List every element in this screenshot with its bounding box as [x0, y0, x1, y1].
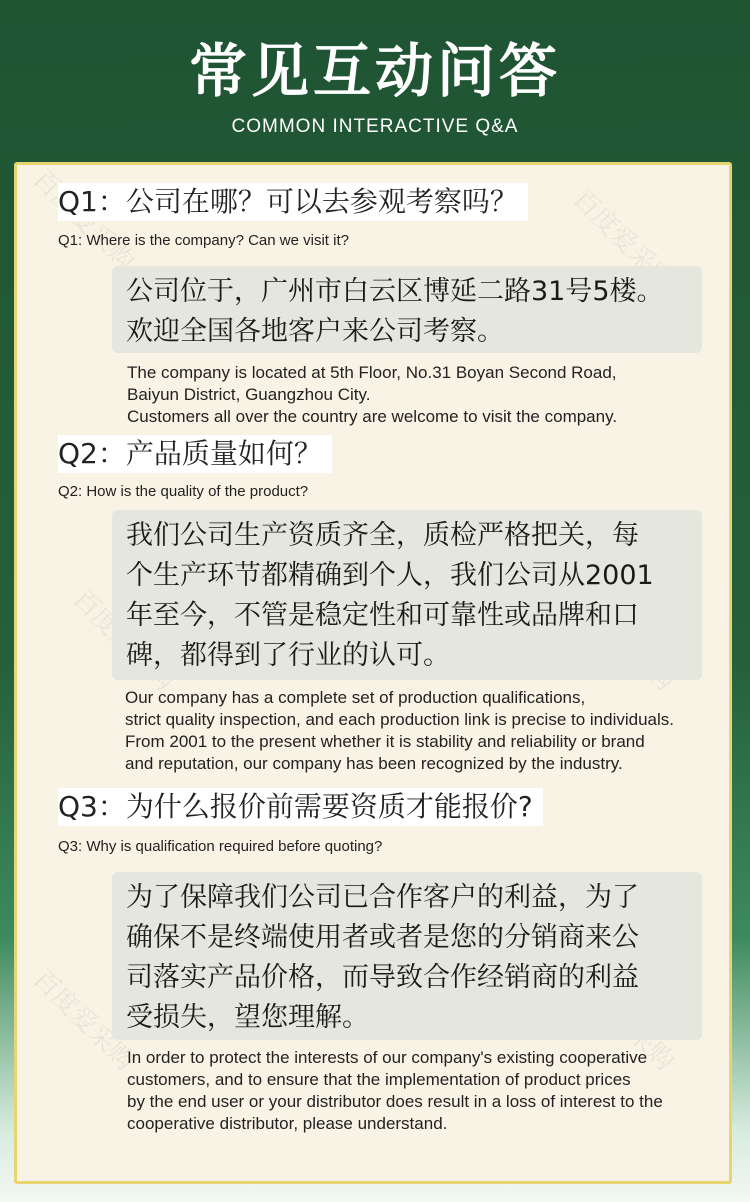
- answer-en-line: strict quality inspection, and each production link is precise to individuals.: [125, 710, 675, 729]
- answer-1: [112, 266, 702, 353]
- page-subtitle: COMMON INTERACTIVE Q&A: [231, 116, 519, 137]
- answer-2: [112, 510, 702, 680]
- question-2: [58, 435, 332, 473]
- question-3-en: Q3: Why is qualification required before quoting?: [58, 838, 383, 855]
- question-2-en: Q2: How is the quality of the product?: [58, 483, 309, 500]
- answer-en-line: Baiyun District, Guangzhou City.: [127, 385, 371, 404]
- answer-line: 司落实产品价格，而导致合作经销商的利益: [126, 962, 639, 993]
- page-title: 常见互动问答: [188, 37, 561, 105]
- answer-line: 公司位于，广州市白云区博延二路31号5楼。: [126, 276, 664, 307]
- answer-en-line: Our company has a complete set of production qualifications,: [125, 688, 586, 707]
- answer-line: 个生产环节都精确到个人，我们公司从2001: [126, 560, 654, 591]
- answer-line: 欢迎全国各地客户来公司考察。: [126, 316, 504, 347]
- question-1: [58, 183, 528, 221]
- answer-en-line: The company is located at 5th Floor, No.31 Boyan Second Road,: [127, 363, 617, 382]
- answer-en-line: customers, and to ensure that the implementation of product prices: [127, 1070, 631, 1089]
- answer-line: 碑，都得到了行业的认可。: [126, 640, 450, 671]
- question-3: [58, 788, 543, 826]
- question-label: Q1：公司在哪？可以去参观考察吗？: [58, 185, 518, 218]
- answer-line: 为了保障我们公司已合作客户的利益，为了: [126, 882, 639, 913]
- answer-1-en: [127, 362, 617, 428]
- answer-en-line: by the end user or your distributor does result in a loss of interest to the: [127, 1092, 663, 1111]
- answer-en-line: Customers all over the country are welcome to visit the company.: [127, 407, 618, 426]
- question-label: Q2：产品质量如何？: [58, 437, 322, 470]
- question-label: Q3：为什么报价前需要资质才能报价?: [58, 790, 533, 823]
- answer-line: 确保不是终端使用者或者是您的分销商来公: [126, 922, 639, 953]
- answer-en-line: and reputation, our company has been recognized by the industry.: [125, 754, 623, 773]
- answer-3-en: [127, 1047, 663, 1135]
- answer-3: [112, 872, 702, 1040]
- answer-en-line: cooperative distributor, please understand.: [127, 1114, 448, 1133]
- answer-line: 我们公司生产资质齐全，质检严格把关，每: [126, 520, 639, 551]
- answer-en-line: From 2001 to the present whether it is stability and reliability or brand: [125, 732, 645, 751]
- answer-line: 受损失，望您理解。: [126, 1002, 369, 1033]
- header: [0, 0, 750, 160]
- answer-line: 年至今，不管是稳定性和可靠性或品牌和口: [126, 600, 639, 631]
- answer-en-line: In order to protect the interests of our company's existing cooperative: [127, 1048, 648, 1067]
- answer-2-en: [125, 687, 674, 775]
- question-1-en: Q1: Where is the company? Can we visit it?: [58, 232, 349, 249]
